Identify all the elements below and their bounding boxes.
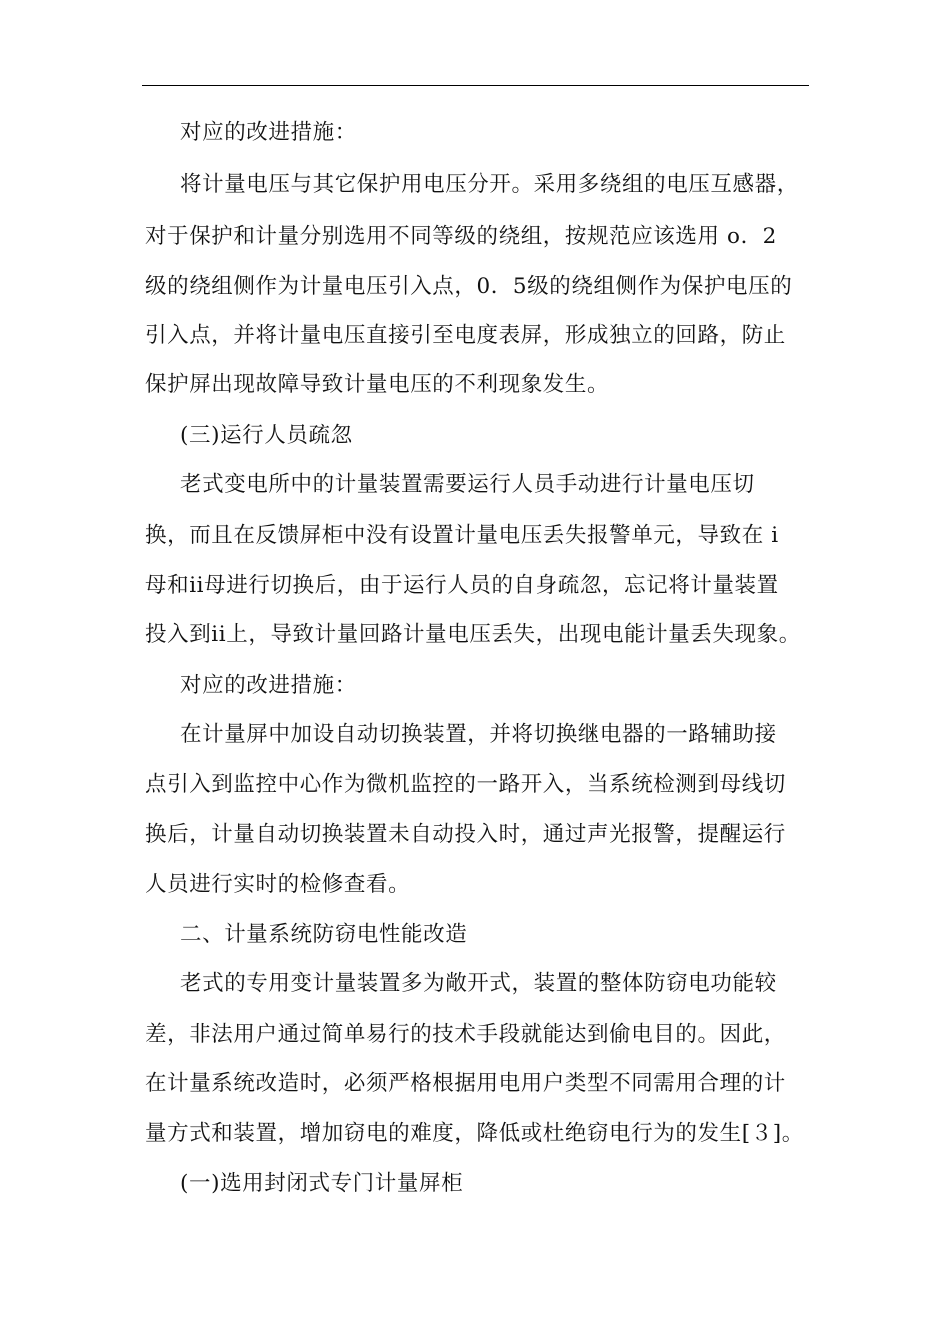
text-line: 对于保护和计量分别选用不同等级的绕组，按规范应该选用 o．2: [145, 224, 777, 249]
text-line: 差，非法用户通过简单易行的技术手段就能达到偷电目的。因此，: [145, 1022, 786, 1047]
section-heading-enclosed-cabinet: (一)选用封闭式专门计量屏柜: [180, 1171, 464, 1196]
text-line: 级的绕组侧作为计量电压引入点，0．5级的绕组侧作为保护电压的: [145, 274, 793, 299]
text-line: 老式变电所中的计量装置需要运行人员手动进行计量电压切: [180, 472, 755, 497]
section-heading-anti-theft: 二、计量系统防窃电性能改造: [180, 922, 468, 947]
text-line: 换后，计量自动切换装置未自动投入时，通过声光报警，提醒运行: [145, 822, 786, 847]
text-line: 母和ii母进行切换后，由于运行人员的自身疏忽，忘记将计量装置: [145, 573, 779, 598]
text-line: 引入点，并将计量电压直接引至电度表屏，形成独立的回路，防止: [145, 323, 786, 348]
text-line: 保护屏出现故障导致计量电压的不利现象发生。: [145, 372, 610, 397]
text-line: 人员进行实时的检修查看。: [145, 872, 411, 897]
header-rule: [142, 85, 809, 86]
text-line: 换，而且在反馈屏柜中没有设置计量电压丢失报警单元，导致在 i: [145, 523, 779, 548]
text-line: 在计量屏中加设自动切换装置，并将切换继电器的一路辅助接: [180, 722, 777, 747]
section-heading-operator-negligence: (三)运行人员疏忽: [180, 423, 353, 448]
text-line: 投入到ii上，导致计量回路计量电压丢失，出现电能计量丢失现象。: [145, 622, 801, 647]
paragraph-heading-measures: 对应的改进措施：: [180, 673, 357, 698]
text-line: 将计量电压与其它保护用电压分开。采用多绕组的电压互感器，: [180, 172, 799, 197]
text-line: 点引入到监控中心作为微机监控的一路开入，当系统检测到母线切: [145, 772, 786, 797]
text-line: 老式的专用变计量装置多为敞开式，装置的整体防窃电功能较: [180, 971, 777, 996]
paragraph-heading-measures: 对应的改进措施：: [180, 120, 357, 145]
text-line: 在计量系统改造时，必须严格根据用电用户类型不同需用合理的计: [145, 1071, 786, 1096]
text-line: 量方式和装置，增加窃电的难度，降低或杜绝窃电行为的发生[３]。: [145, 1121, 804, 1146]
